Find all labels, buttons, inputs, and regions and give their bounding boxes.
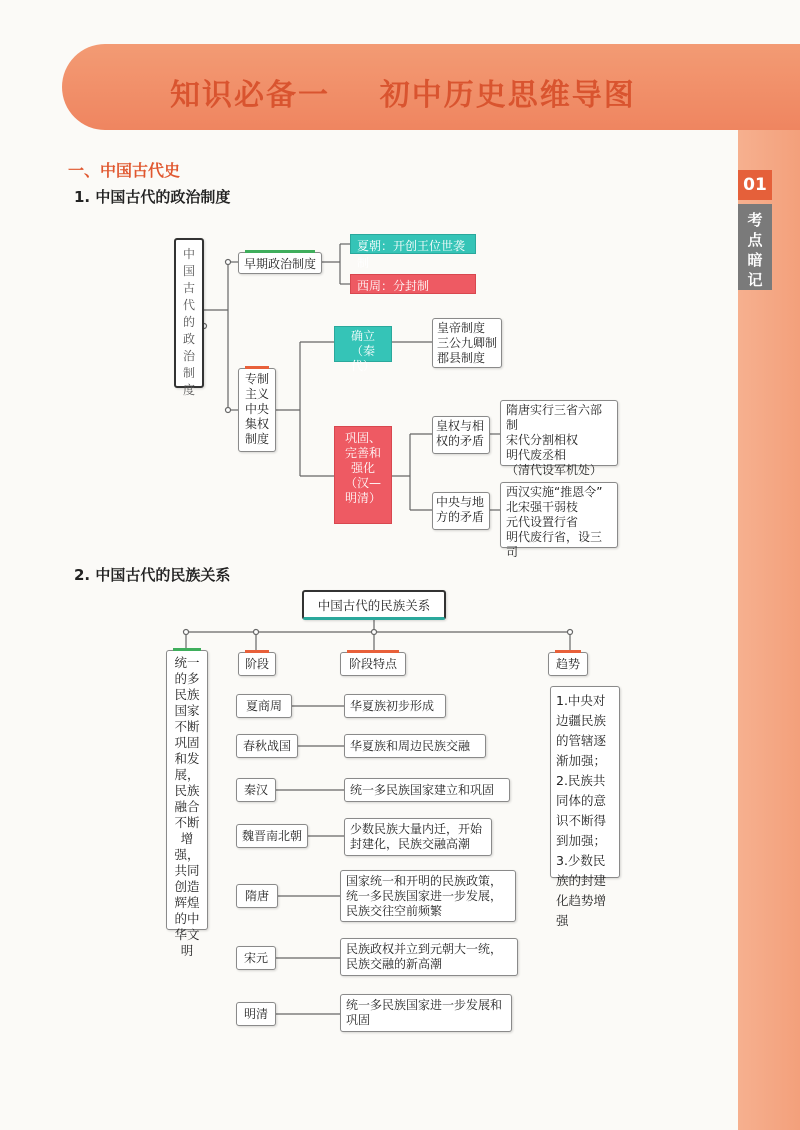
- conflict1-box: [432, 416, 490, 454]
- trend-item-3: 3.少数民族的封建化趋势增强: [556, 853, 607, 928]
- political-root-label: 中国古代的政治制度: [182, 247, 195, 397]
- consolidate-pill: [334, 426, 392, 524]
- chapter-tab-number: 01: [738, 170, 772, 200]
- stage-label: 隋唐: [244, 889, 269, 903]
- conflict1-item-3: 明代废丞相: [506, 448, 567, 462]
- stage-header-box: [238, 652, 276, 676]
- green-accent: [245, 250, 315, 253]
- early-system-box: [238, 252, 322, 274]
- establish-qin-pill: [334, 326, 392, 373]
- stage-box: [236, 694, 292, 718]
- stage-box: [236, 884, 278, 908]
- stage-label: 夏商周: [245, 699, 282, 713]
- stage-header-label: 阶段: [244, 657, 269, 671]
- feature-label: 国家统一和开明的民族政策，统一多民族国家进一步发展，民族交往空前频繁: [346, 874, 503, 918]
- feature-label: 民族政权并立到元朝大一统，民族交融的新高潮: [346, 942, 503, 971]
- stage-box: [236, 824, 308, 848]
- conflict2-items-box: [500, 482, 618, 559]
- stage-label: 秦汉: [243, 783, 268, 797]
- feature-box: [344, 734, 486, 758]
- xizhou-pill: 西周：分封制: [350, 274, 476, 294]
- political-root-box: [174, 238, 204, 397]
- consolidate-label: 巩固、完善和强化（汉—明清）: [344, 431, 381, 505]
- orange-accent: [245, 366, 269, 369]
- stage-label: 魏晋南北朝: [242, 829, 303, 843]
- orange-accent: [245, 650, 269, 653]
- feature-label: 华夏族初步形成: [350, 699, 435, 713]
- stage-box: [236, 734, 298, 758]
- feature-box: [340, 938, 518, 976]
- feature-header-box: [340, 652, 406, 676]
- feature-header-label: 阶段特点: [348, 657, 397, 671]
- stage-box: [236, 1002, 276, 1026]
- ethnic-summary-label: 统一的多民族国家不断巩固和发展，民族融合不断增强，共同创造辉煌的中华文明: [174, 655, 200, 958]
- feature-label: 华夏族和周边民族交融: [350, 739, 471, 753]
- ethnic-root-box: [302, 590, 446, 620]
- ethnic-summary-box: [166, 650, 208, 958]
- ethnic-root-label: 中国古代的民族关系: [317, 598, 431, 613]
- central-system-box: [238, 368, 276, 452]
- stage-label: 春秋战国: [242, 739, 291, 753]
- stage-label: 宋元: [243, 951, 268, 965]
- subsection-ethnic: 2. 中国古代的民族关系: [74, 566, 231, 584]
- conflict1-item-4: （清代设军机处）: [506, 463, 603, 477]
- conflict1-items-box: [500, 400, 618, 477]
- orange-accent: [347, 650, 399, 653]
- conflict2-item-1: 西汉实施“推恩令”: [506, 485, 603, 499]
- green-accent: [173, 648, 201, 651]
- feature-label: 统一多民族国家进一步发展和巩固: [346, 998, 503, 1027]
- feature-box: [344, 694, 446, 718]
- trend-header-box: [548, 652, 588, 676]
- page-title: 知识必备一 初中历史思维导图: [170, 78, 636, 113]
- trend-item-1: 1.中央对边疆民族的管辖逐渐加强；: [556, 693, 607, 768]
- central-system-label: 专制主义中央集权制度: [244, 372, 269, 446]
- conflict2-label: 中央与地方的矛盾: [436, 495, 485, 524]
- feature-label: 少数民族大量内迁，开始封建化，民族交融高潮: [350, 822, 483, 851]
- conflict2-item-3: 元代设置行省: [506, 515, 579, 529]
- orange-accent: [555, 650, 581, 653]
- conflict1-item-2: 宋代分割相权: [506, 433, 579, 447]
- trends-box: [550, 686, 620, 928]
- trend-item-2: 2.民族共同体的意识不断得到加强；: [556, 773, 607, 848]
- qin-item-1: 皇帝制度: [437, 321, 486, 335]
- section-title: 一、中国古代史: [68, 161, 181, 180]
- feature-box: [344, 818, 492, 856]
- early-system-label: 早期政治制度: [244, 257, 317, 271]
- xia-dynasty-pill: 夏朝：开创王位世袭制: [350, 234, 476, 254]
- feature-box: [340, 994, 512, 1032]
- stage-box: [236, 778, 276, 802]
- conflict1-item-1: 隋唐实行三省六部制: [506, 403, 603, 432]
- qin-item-2: 三公九卿制: [437, 336, 498, 350]
- conflict1-label: 皇权与相权的矛盾: [436, 419, 485, 448]
- trend-header-label: 趋势: [555, 657, 580, 671]
- conflict2-item-4: 明代废行省，设三司: [506, 530, 603, 559]
- feature-box: [340, 870, 516, 922]
- stage-label: 明清: [243, 1007, 268, 1021]
- establish-qin-label: 确立（秦代）: [350, 329, 375, 373]
- conflict2-item-2: 北宋强干弱枝: [506, 500, 579, 514]
- subsection-political: 1. 中国古代的政治制度: [74, 188, 231, 206]
- conflict2-box: [432, 492, 490, 530]
- stage-box: [236, 946, 276, 970]
- qin-systems-box: [432, 318, 502, 368]
- qin-item-3: 郡县制度: [437, 351, 486, 365]
- chapter-tab-text: 考点暗记: [747, 211, 763, 289]
- feature-box: [344, 778, 510, 802]
- feature-label: 统一多民族国家建立和巩固: [350, 783, 495, 797]
